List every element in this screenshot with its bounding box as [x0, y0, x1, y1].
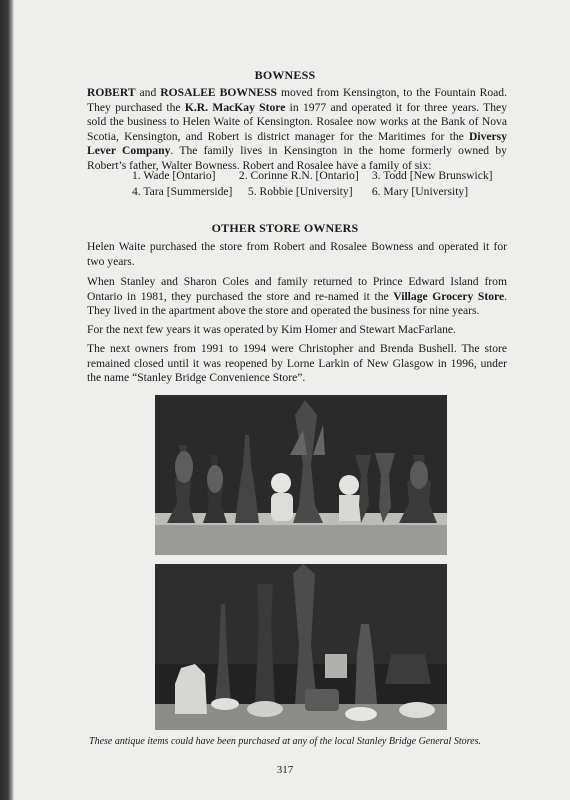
child-item: 4. Tara [Summerside]	[132, 185, 233, 198]
page-number: 317	[276, 764, 294, 776]
bowness-text-2: in 1977 and operated it for three years. They sold the business to Helen Waite of Kensington. Rosalee now works at the Bank of Nova Scotia, Kensington, and Robert is district manager for the Maritimes for the	[87, 100, 507, 143]
child-item: 5. Robbie [University]	[247, 185, 353, 198]
bowness-text-3: . The family lives in Kensington in the home formerly owned by Robert’s father, Walter Bowness. Robert and Rosalee have a family of six:	[87, 144, 507, 172]
coles-text-1: When Stanley and Sharon Coles and family returned to Prince Edward Island from Ontario in 1981, they purchased the store and re-named it the	[87, 275, 507, 303]
paragraph-helen-waite: Helen Waite purchased the store from Robert and Rosalee Bowness and operated it for two years.	[87, 240, 507, 268]
child-item: 3. Todd [New Brunswick]	[371, 169, 493, 182]
children-list-row-1	[132, 168, 493, 183]
bowness-name-robert: ROBERT	[87, 86, 136, 99]
section-title-other-store-owners: OTHER STORE OWNERS	[211, 221, 359, 235]
store-name-village-grocery: Village Grocery Store	[393, 289, 505, 303]
child-item: 2. Corinne R.N. [Ontario]	[238, 169, 359, 182]
paragraph-bushell-larkin: The next owners from 1991 to 1994 were Christopher and Brenda Bushell. The store remained closed until it was reopened by Lorne Larkin of New Glasgow in 1996, under the name “Stanley Bridge Convenience Store”.	[87, 342, 507, 385]
bowness-text-1: moved from Kensington, to the Fountain Road. They purchased the	[87, 86, 507, 114]
paragraph-homer-macfarlane: For the next few years it was operated by Kim Homer and Stewart MacFarlane.	[87, 323, 456, 336]
photo-antique-china	[155, 564, 447, 730]
bowness-name-rosalee: ROSALEE BOWNESS	[160, 86, 277, 99]
coles-text-2: . They lived in the apartment above the store and operated the business for nine years.	[87, 289, 507, 318]
store-name-mackay: K.R. MacKay Store	[184, 100, 286, 114]
bowness-paragraph	[87, 86, 507, 174]
paragraph-coles	[87, 275, 507, 319]
section-title-bowness: BOWNESS	[254, 68, 316, 82]
company-name-diversy: Diversy Lever Company	[87, 129, 507, 158]
photo-antique-lamps	[155, 395, 447, 555]
photo-caption: These antique items could have been purchased at any of the local Stanley Bridge General Stores.	[89, 736, 481, 747]
children-list-row-2	[132, 184, 468, 199]
bowness-and: and	[135, 86, 161, 99]
child-item: 6. Mary [University]	[371, 185, 469, 198]
child-item: 1. Wade [Ontario]	[132, 169, 216, 182]
